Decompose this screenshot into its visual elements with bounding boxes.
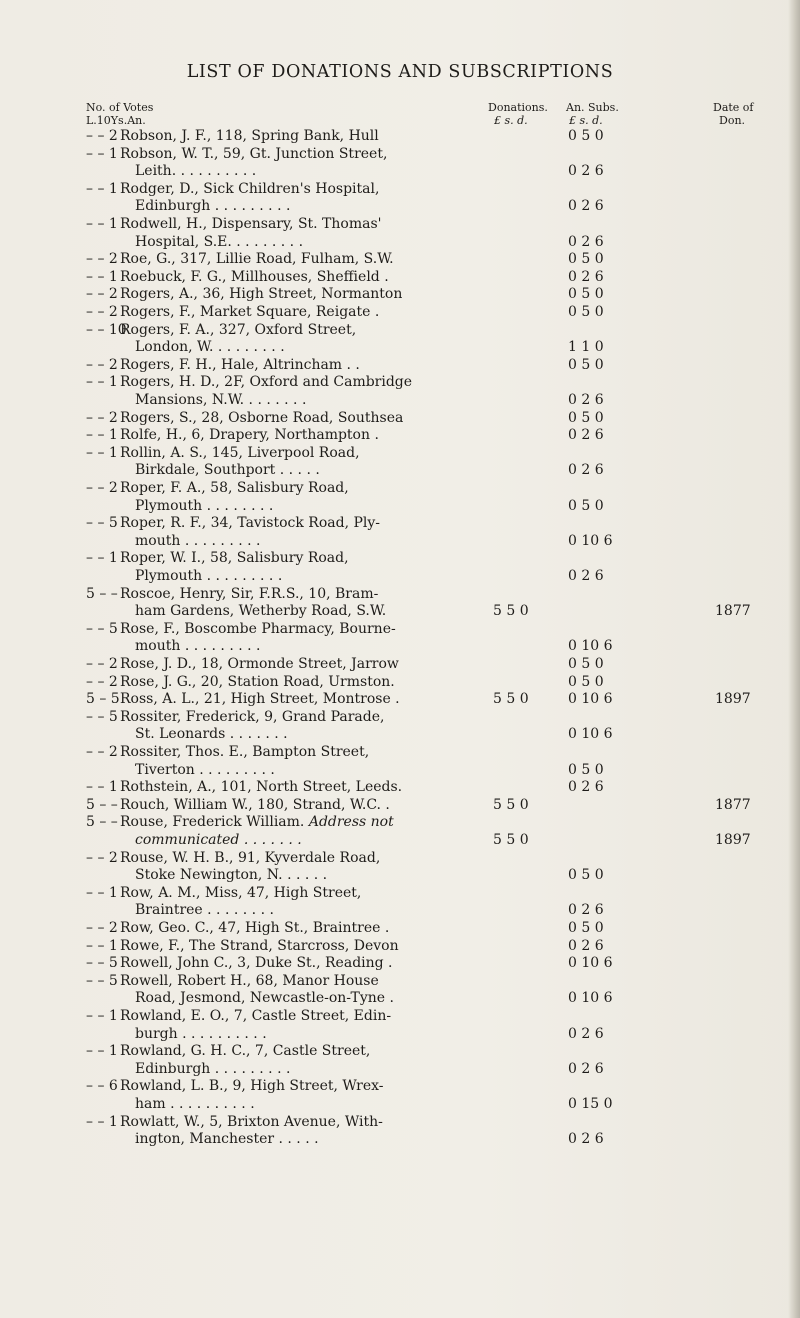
name-address-line: communicated . . . . . . .: [135, 831, 302, 848]
name-address-line: Robson, J. F., 118, Spring Bank, Hull: [120, 128, 379, 144]
table-row: [0, 779, 800, 797]
votes-cell: 5 – –: [86, 585, 118, 602]
name-address-line: Edinburgh . . . . . . . . .: [135, 198, 291, 215]
subscription-cell: 0 5 0: [568, 409, 604, 426]
table-row: [0, 656, 800, 674]
subscription-cell: 0 10 6: [568, 955, 613, 972]
name-address-line: Rowland, E. O., 7, Castle Street, Edin-: [120, 1008, 392, 1024]
name-address-line: Row, Geo. C., 47, High St., Braintree .: [120, 920, 390, 936]
subscription-cell: 0 2 6: [568, 233, 604, 250]
name-address-line: Rogers, F. A., 327, Oxford Street,: [120, 321, 357, 338]
subscription-cell: 0 2 6: [568, 1131, 604, 1148]
votes-cell: – – 1: [86, 1113, 118, 1130]
votes-cell: – – 2: [86, 128, 118, 144]
name-address-line: Rouse, Frederick William. Address not: [120, 814, 394, 831]
name-address-line: Rossiter, Frederick, 9, Grand Parade,: [120, 708, 385, 725]
table-row: [0, 1008, 800, 1043]
table-row: [0, 973, 800, 1008]
name-address-line: Mansions, N.W. . . . . . . .: [135, 391, 307, 408]
table-row: [0, 550, 800, 585]
votes-cell: – – 1: [86, 1043, 118, 1060]
votes-cell: – – 1: [86, 937, 118, 954]
name-address-line: Leith. . . . . . . . . .: [135, 163, 257, 180]
subscription-cell: 0 15 0: [568, 1095, 613, 1112]
votes-cell: – – 2: [86, 356, 118, 373]
name-address-line: Roper, R. F., 34, Tavistock Road, Ply-: [120, 515, 381, 532]
header-donations: Donations.: [488, 101, 548, 114]
votes-cell: – – 2: [86, 744, 118, 760]
name-address-line: mouth . . . . . . . . .: [135, 532, 261, 549]
subscription-cell: 0 5 0: [568, 867, 604, 884]
subscription-cell: 1 1 0: [568, 339, 604, 356]
donation-cell: 5 5 0: [493, 796, 529, 813]
subscription-cell: 0 2 6: [568, 268, 604, 285]
subscription-cell: 0 10 6: [568, 990, 613, 1007]
table-row: [0, 850, 800, 885]
votes-cell: – – 2: [86, 849, 118, 866]
votes-cell: – – 6: [86, 1078, 118, 1095]
table-row: [0, 709, 800, 744]
name-address-line: Roscoe, Henry, Sir, F.R.S., 10, Bram-: [120, 585, 379, 602]
name-address-line: burgh . . . . . . . . . .: [135, 1025, 267, 1042]
table-row: [0, 797, 800, 815]
donation-cell: 5 5 0: [493, 831, 529, 848]
table-row: [0, 146, 800, 181]
votes-cell: – – 1: [86, 216, 118, 232]
name-address-line: Braintree . . . . . . . .: [135, 902, 274, 919]
table-row: [0, 1114, 800, 1149]
table-row: [0, 480, 800, 515]
table-row: [0, 304, 800, 322]
table-row: [0, 128, 800, 146]
name-address-line: Stoke Newington, N. . . . . .: [135, 867, 328, 884]
name-address-line: Ross, A. L., 21, High Street, Montrose .: [120, 691, 400, 708]
date-cell: 1877: [715, 796, 751, 813]
name-address-line: Rowland, G. H. C., 7, Castle Street,: [120, 1043, 371, 1060]
subscription-cell: 0 2 6: [568, 391, 604, 408]
name-address-line: mouth . . . . . . . . .: [135, 638, 261, 655]
subscription-cell: 0 5 0: [568, 673, 604, 690]
table-row: [0, 586, 800, 621]
table-row: [0, 920, 800, 938]
votes-cell: – – 1: [86, 1008, 118, 1024]
votes-cell: – – 1: [86, 444, 118, 461]
name-address-line: Rossiter, Thos. E., Bampton Street,: [120, 744, 370, 760]
subscription-cell: 0 2 6: [568, 779, 604, 796]
donation-cell: 5 5 0: [493, 603, 529, 620]
name-address-line: Birkdale, Southport . . . . .: [135, 462, 320, 479]
subscription-cell: 0 10 6: [568, 691, 613, 708]
votes-cell: – – 1: [86, 884, 118, 901]
table-row: [0, 322, 800, 357]
name-address-line: Rogers, H. D., 2F, Oxford and Cambridge: [120, 374, 413, 391]
table-row: [0, 269, 800, 287]
date-cell: 1897: [715, 691, 751, 708]
name-address-line: Rollin, A. S., 145, Liverpool Road,: [120, 444, 360, 461]
name-address-line: Rowe, F., The Strand, Starcross, Devon: [120, 937, 399, 954]
subscription-cell: 0 2 6: [568, 1025, 604, 1042]
name-address-line: Rothstein, A., 101, North Street, Leeds.: [120, 779, 403, 796]
table-row: [0, 955, 800, 973]
subscription-cell: 0 5 0: [568, 128, 604, 144]
name-address-line: Rose, J. D., 18, Ormonde Street, Jarrow: [120, 656, 399, 672]
table-row: [0, 427, 800, 445]
subscription-cell: 0 2 6: [568, 902, 604, 919]
donation-cell: 5 5 0: [493, 691, 529, 708]
votes-cell: – – 2: [86, 480, 118, 496]
subscription-cell: 0 2 6: [568, 937, 604, 954]
votes-cell: – – 2: [86, 673, 118, 690]
name-address-line: Robson, W. T., 59, Gt. Junction Street,: [120, 145, 388, 162]
name-address-line: Rowland, L. B., 9, High Street, Wrex-: [120, 1078, 384, 1095]
table-row: [0, 216, 800, 251]
subscription-cell: 0 5 0: [568, 356, 604, 373]
name-address-line: Rouse, W. H. B., 91, Kyverdale Road,: [120, 849, 381, 866]
votes-cell: – – 5: [86, 972, 118, 989]
table-row: [0, 814, 800, 849]
name-address-line: Rogers, F., Market Square, Reigate .: [120, 304, 380, 320]
name-address-line: Rowell, Robert H., 68, Manor House: [120, 972, 379, 989]
votes-cell: – – 1: [86, 779, 118, 796]
votes-cell: 5 – 5: [86, 691, 120, 708]
date-cell: 1877: [715, 603, 751, 620]
table-row: [0, 410, 800, 428]
votes-cell: – – 1: [86, 374, 118, 391]
name-address-line: Plymouth . . . . . . . . .: [135, 567, 283, 584]
name-address-line: ham Gardens, Wetherby Road, S.W.: [135, 603, 387, 620]
votes-cell: – – 2: [86, 920, 118, 936]
name-address-line: Row, A. M., Miss, 47, High Street,: [120, 884, 362, 901]
name-address-line: Roe, G., 317, Lillie Road, Fulham, S.W.: [120, 251, 394, 268]
name-address-line: Rowlatt, W., 5, Brixton Avenue, With-: [120, 1113, 383, 1130]
votes-cell: – – 2: [86, 656, 118, 672]
name-address-line: Edinburgh . . . . . . . . .: [135, 1060, 291, 1077]
votes-cell: – – 5: [86, 708, 118, 725]
name-address-line: ington, Manchester . . . . .: [135, 1131, 319, 1148]
table-row: [0, 251, 800, 269]
name-address-line: Roper, W. I., 58, Salisbury Road,: [120, 550, 349, 567]
votes-cell: – – 1: [86, 145, 118, 162]
subscription-cell: 0 5 0: [568, 304, 604, 320]
subscription-cell: 0 5 0: [568, 286, 604, 303]
name-address-line: Hospital, S.E. . . . . . . . .: [135, 233, 304, 250]
subscription-cell: 0 10 6: [568, 638, 613, 655]
page-title: LIST OF DONATIONS AND SUBSCRIPTIONS: [186, 62, 614, 82]
name-address-line: Rogers, F. H., Hale, Altrincham . .: [120, 356, 360, 373]
subscription-cell: 0 5 0: [568, 251, 604, 268]
table-row: [0, 621, 800, 656]
header-votes-sub: L.10Ys.An.: [86, 114, 146, 127]
votes-cell: – – 10: [86, 321, 127, 338]
name-address-line: St. Leonards . . . . . . .: [135, 726, 288, 743]
table-row: [0, 1078, 800, 1113]
table-row: [0, 1043, 800, 1078]
name-address-line: Rogers, A., 36, High Street, Normanton: [120, 286, 403, 303]
table-row: [0, 674, 800, 692]
votes-cell: 5 – –: [86, 796, 118, 813]
subscription-cell: 0 5 0: [568, 761, 604, 778]
header-subs-sub: £ s. d.: [569, 114, 603, 127]
votes-cell: – – 5: [86, 955, 118, 972]
header-votes: No. of Votes: [86, 101, 154, 114]
name-address-line: Rodger, D., Sick Children's Hospital,: [120, 180, 380, 197]
votes-cell: – – 1: [86, 550, 118, 567]
votes-cell: – – 2: [86, 286, 118, 303]
table-row: [0, 885, 800, 920]
votes-cell: – – 1: [86, 268, 118, 285]
name-address-line: Rouch, William W., 180, Strand, W.C. .: [120, 796, 390, 813]
subscription-cell: 0 5 0: [568, 497, 604, 514]
name-address-line: Rolfe, H., 6, Drapery, Northampton .: [120, 427, 379, 444]
name-address-line: Tiverton . . . . . . . . .: [135, 761, 275, 778]
name-address-line: Road, Jesmond, Newcastle-on-Tyne .: [135, 990, 394, 1007]
name-address-line: Rowell, John C., 3, Duke St., Reading .: [120, 955, 393, 972]
subscription-cell: 0 2 6: [568, 567, 604, 584]
name-address-line: Rodwell, H., Dispensary, St. Thomas': [120, 216, 382, 232]
table-row: [0, 691, 800, 709]
header-date-sub: Don.: [719, 114, 746, 127]
subscription-cell: 0 2 6: [568, 1060, 604, 1077]
votes-cell: – – 1: [86, 427, 118, 444]
votes-cell: – – 2: [86, 304, 118, 320]
name-address-line: ham . . . . . . . . . .: [135, 1095, 255, 1112]
header-donations-sub: £ s. d.: [494, 114, 528, 127]
subscription-cell: 0 10 6: [568, 726, 613, 743]
votes-cell: – – 5: [86, 515, 118, 532]
votes-cell: 5 – –: [86, 814, 118, 831]
table-row: [0, 374, 800, 409]
name-address-line: Roebuck, F. G., Millhouses, Sheffield .: [120, 268, 389, 285]
votes-cell: – – 1: [86, 180, 118, 197]
name-address-line: Rogers, S., 28, Osborne Road, Southsea: [120, 409, 404, 426]
subscription-cell: 0 2 6: [568, 198, 604, 215]
table-row: [0, 445, 800, 480]
table-row: [0, 357, 800, 375]
subscription-cell: 0 2 6: [568, 163, 604, 180]
votes-cell: – – 2: [86, 409, 118, 426]
table-row: [0, 744, 800, 779]
name-address-line: London, W. . . . . . . . .: [135, 339, 285, 356]
table-row: [0, 181, 800, 216]
subscription-cell: 0 5 0: [568, 920, 604, 936]
votes-cell: – – 2: [86, 251, 118, 268]
votes-cell: – – 5: [86, 620, 118, 637]
subscription-cell: 0 5 0: [568, 656, 604, 672]
table-row: [0, 515, 800, 550]
name-address-line: Rose, J. G., 20, Station Road, Urmston.: [120, 673, 395, 690]
subscription-cell: 0 2 6: [568, 462, 604, 479]
name-address-line: Roper, F. A., 58, Salisbury Road,: [120, 480, 349, 496]
name-address-line: Rose, F., Boscombe Pharmacy, Bourne-: [120, 620, 396, 637]
table-row: [0, 286, 800, 304]
subscription-cell: 0 2 6: [568, 427, 604, 444]
table-row: [0, 938, 800, 956]
header-date: Date of: [713, 101, 754, 114]
name-address-line: Plymouth . . . . . . . .: [135, 497, 274, 514]
header-subs: An. Subs.: [566, 101, 619, 114]
subscription-cell: 0 10 6: [568, 532, 613, 549]
date-cell: 1897: [715, 831, 751, 848]
